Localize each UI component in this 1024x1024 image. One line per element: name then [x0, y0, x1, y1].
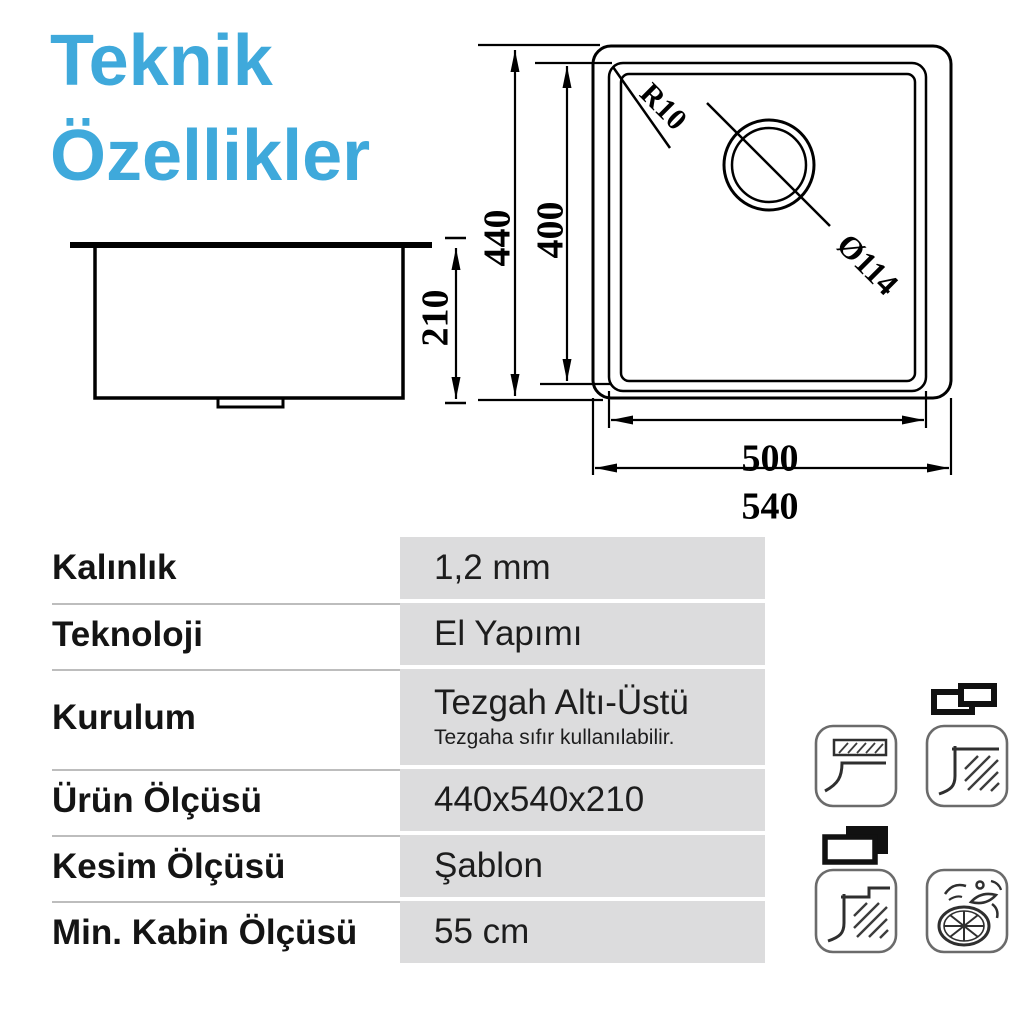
side-view-drawing — [40, 200, 480, 440]
spec-value — [400, 901, 765, 963]
spec-value — [400, 769, 765, 831]
undermount-profile-icon — [925, 724, 1009, 808]
drain-diameter-label: Ø114 — [829, 226, 906, 303]
spec-value-text: 1,2 mm — [434, 547, 551, 587]
spec-label: Teknoloji — [52, 603, 400, 665]
spec-table — [52, 537, 765, 963]
table-row — [52, 603, 765, 665]
spec-label: Min. Kabin Ölçüsü — [52, 901, 400, 963]
corner-radius-label: R10 — [633, 76, 694, 137]
spec-value-text: 440x540x210 — [434, 779, 645, 819]
page-title: Teknik Özellikler — [50, 21, 371, 196]
flush-mount-profile-icon — [814, 724, 898, 808]
spec-value-text: Şablon — [434, 845, 543, 885]
table-row — [52, 669, 765, 765]
sink-body-outline — [95, 248, 403, 398]
citrus-garnish-icon — [925, 868, 1009, 954]
outer-height-dimension-label: 440 — [476, 209, 519, 267]
spec-label: Ürün Ölçüsü — [52, 769, 400, 831]
undermount-step-profile-icon — [814, 868, 898, 954]
spec-label: Kurulum — [52, 669, 400, 765]
table-row — [52, 769, 765, 831]
spec-value-note: Tezgaha sıfır kullanılabilir. — [434, 726, 675, 750]
inner-height-dimension-label: 400 — [529, 201, 572, 259]
spec-value — [400, 669, 765, 765]
spec-value — [400, 835, 765, 897]
spec-value-text: El Yapımı — [434, 613, 583, 653]
spec-label: Kalınlık — [52, 537, 400, 599]
table-row — [52, 901, 765, 963]
stacked-frames-badge-icon — [820, 824, 892, 866]
spec-value-text: Tezgah Altı-Üstü — [434, 682, 689, 722]
spec-value — [400, 603, 765, 665]
table-row — [52, 537, 765, 599]
spec-value — [400, 537, 765, 599]
spec-label: Kesim Ölçüsü — [52, 835, 400, 897]
top-view-drawing — [430, 10, 1024, 530]
depth-dimension-label: 210 — [414, 289, 457, 347]
inner-width-dimension-label: 500 — [741, 437, 799, 480]
outer-width-dimension-label: 540 — [741, 485, 799, 528]
interlocked-frames-badge-icon — [930, 682, 998, 716]
table-row — [52, 835, 765, 897]
spec-value-text: 55 cm — [434, 911, 530, 951]
